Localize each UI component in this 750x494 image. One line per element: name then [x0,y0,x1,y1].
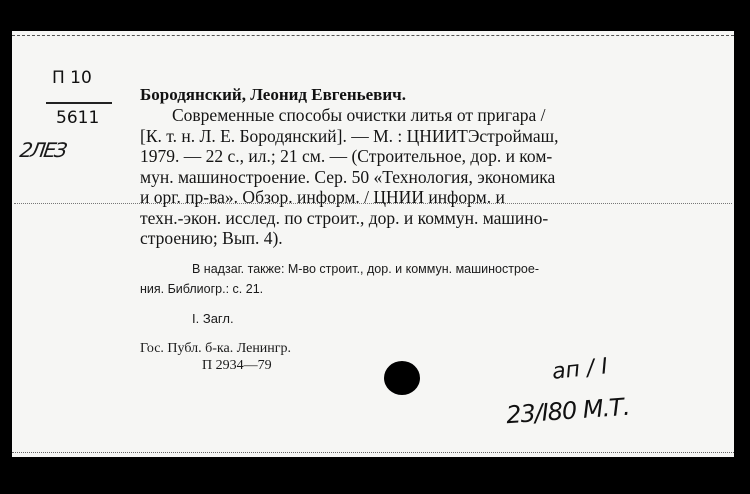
description-line: Современные способы очистки литья от пригара / [172,105,546,125]
note-line: В надзаг. также: М-во строит., дор. и коммун. машинострое- [192,262,539,276]
library-name: Гос. Публ. б-ка. Ленингр. [140,341,292,356]
bibliographic-description [140,105,712,249]
call-number-divider [46,102,112,104]
description-line: и орг. пр-ва». Обзор. информ. / ЦНИИ информ. и [140,187,505,207]
card-bottom-edge [12,452,734,455]
description-line: техн.-экон. исслед. по строит., дор. и коммун. машино- [140,207,549,228]
catalog-card [12,31,734,457]
library-number: П 2934—79 [202,358,272,373]
index-entry: I. Загл. [192,311,234,326]
description-line: 1979. — 22 с., ил.; 21 см. — (Строительное, дор. и ком- [140,146,553,166]
library-imprint [140,340,291,374]
bibliographic-note [140,259,712,299]
handwritten-note-2: 23/I80 М.Т. [505,392,631,430]
call-number-bottom: 5611 [56,108,100,128]
note-line: ния. Библиогр.: с. 21. [140,282,264,296]
author-heading: Бородянский, Леонид Евгеньевич. [140,85,406,104]
description-line: [К. т. н. Л. Е. Бородянский]. — М. : ЦНИИТЭстроймаш, [140,125,559,146]
description-line: мун. машиностроение. Сер. 50 «Технология, экономика [140,166,556,187]
ink-blot [384,361,420,395]
handwritten-note-1: ап / I [550,354,609,385]
description-line: строению; Вып. 4). [140,228,283,248]
handwritten-call-mark: 2ЛЕЗ [18,138,67,162]
card-top-edge [12,31,734,36]
call-number-top: П 10 [52,68,92,88]
